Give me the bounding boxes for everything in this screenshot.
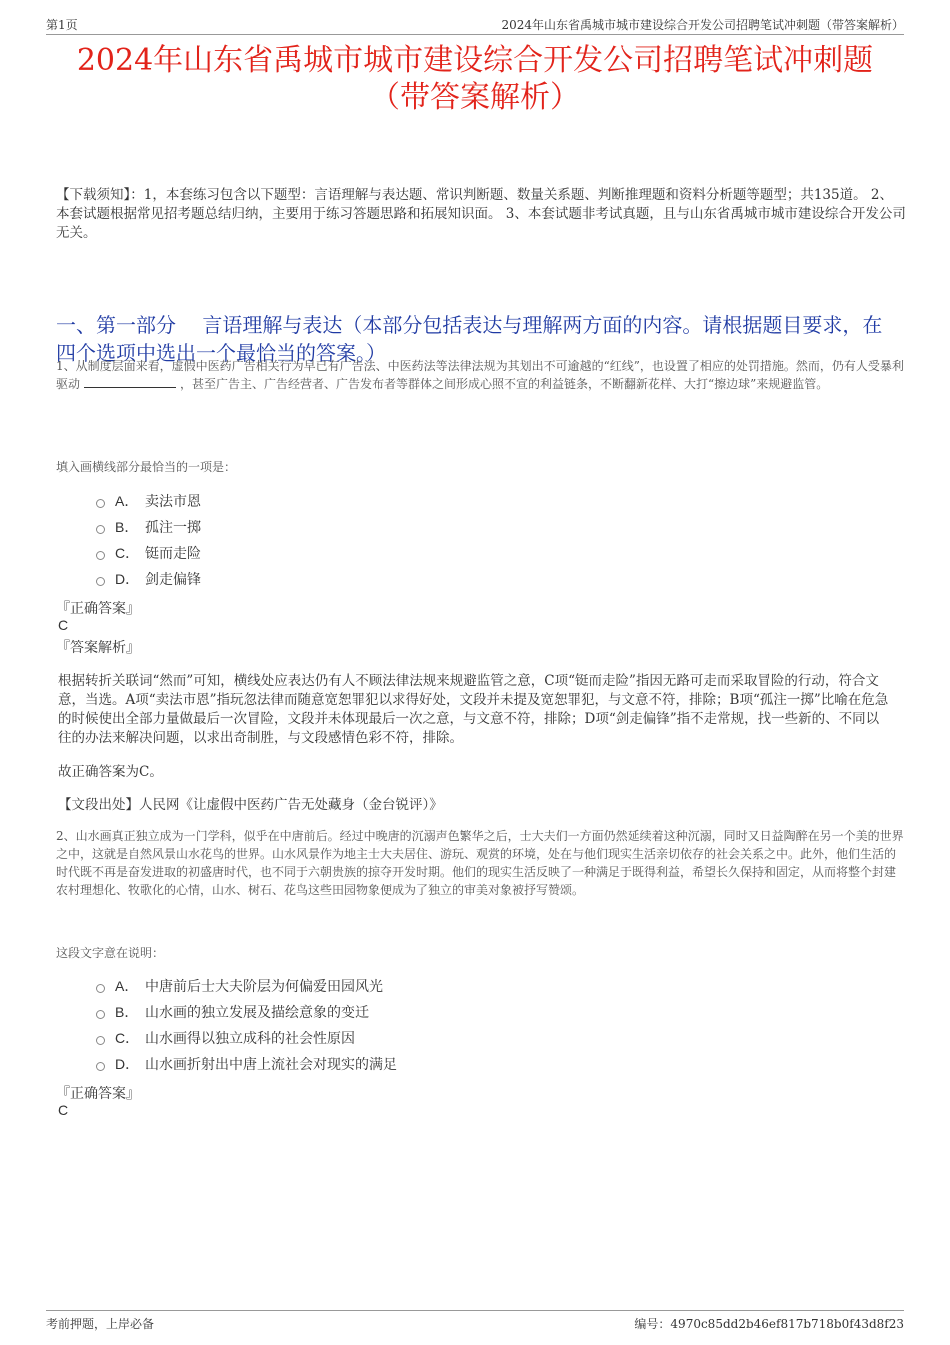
answer-analysis: 根据转折关联词“然而”可知，横线处应表达仍有人不顾法律法规来规避监管之意，C项“铤而走险”指因无路可走而采取冒险的行动，符合文意，当选。A项“卖法市恩”指玩忽法律而随意宽恕罪犯以求得好处，文段并未提及宽恕罪犯，与文意不符，排除；B项“孤注一掷”比喻在危急的时候使出全部力量做最后一次冒险，文段并未体现最后一次之意，与文意不符，排除；D项“剑走偏锋”指不走常规，找一些新的、不同以往的办法来解决问题，以求出奇制胜，与文段感情色彩不符，排除。 [58,673,889,746]
radio-icon[interactable] [96,984,105,993]
question-1-text-before: 1、从制度层面来看，虚假中医药广告相关行为早已有广告法、中医药法等法律法规为其划出不可逾越的“红线”，也设置了相应的处罚措施。然而，仍有人受暴利驱动 [56,359,904,391]
answer-value: C [58,1102,69,1118]
option-text: 中唐前后士大夫阶层为何偏爱田园风光 [145,979,383,995]
option-text: 铤而走险 [145,546,201,562]
option-letter: B． [115,1004,139,1020]
option-letter: C． [115,1030,140,1046]
answer-label: 『正确答案』 [56,601,140,617]
radio-icon[interactable] [96,525,105,534]
answer-value: C [58,617,69,633]
option-letter: A． [115,978,139,994]
document-id: 编号：4970c85dd2b46ef817b718b0f43d8f23 [634,1317,904,1331]
option-d[interactable] [96,566,696,592]
title-line-1: 2024年山东省禹城市城市建设综合开发公司招聘笔试冲刺题 [76,43,874,78]
question-2-text: 2、山水画真正独立成为一门学科，似乎在中唐前后。经过中晚唐的沉溺声色繁华之后，士大夫们一方面仍然延续着这种沉溺，同时又日益陶醉在另一个美的世界之中，这就是自然风景山水花鸟的世界。山水风景作为地主士大夫居住、游玩、观赏的环境，处在与他们现实生活亲切依存的社会关系之中。此外，他们生活的时代既不再是奋发进取的初盛唐时代，也不同于六朝贵族的掠夺开发时期。他们的现实生活反映了一种满足于既得利益，希望长久保持和固定，从而将整个封建农村理想化、牧歌化的心情，山水、树石、花鸟这些田园物象便成为了独立的审美对象被抒写赞颂。 [56,829,904,897]
option-d[interactable] [96,1051,696,1077]
option-letter: D． [115,1056,140,1072]
page-footer [46,1310,904,1337]
fill-blank [84,375,176,388]
header-doc-title: 2024年山东省禹城市城市建设综合开发公司招聘笔试冲刺题（带答案解析） [501,18,904,32]
option-text: 剑走偏锋 [145,572,201,588]
option-c[interactable] [96,540,696,566]
radio-icon[interactable] [96,577,105,586]
section-heading: 一、第一部分 言语理解与表达（本部分包括表达与理解两方面的内容。请根据题目要求，在四个选项中选出一个最恰当的答案。） [56,313,883,365]
option-letter: B． [115,519,139,535]
footer-slogan: 考前押题，上岸必备 [46,1317,155,1331]
question-2-options [96,973,696,1077]
title-line-2: （带答案解析） [370,80,580,115]
option-text: 山水画得以独立成科的社会性原因 [145,1031,355,1047]
radio-icon[interactable] [96,1010,105,1019]
option-text: 山水画折射出中唐上流社会对现实的满足 [145,1057,397,1073]
question-2-prompt: 这段文字意在说明： [56,946,165,960]
option-text: 山水画的独立发展及描绘意象的变迁 [145,1005,369,1021]
answer-conclusion: 故正确答案为C。 [58,764,163,780]
page-number: 第1页 [46,18,78,32]
option-a[interactable] [96,973,696,999]
option-text: 卖法市恩 [145,494,201,510]
radio-icon[interactable] [96,551,105,560]
option-b[interactable] [96,514,696,540]
radio-icon[interactable] [96,1036,105,1045]
answer-label: 『正确答案』 [56,1086,140,1102]
option-letter: A． [115,493,139,509]
question-1-text-after: ，甚至广告主、广告经营者、广告发布者等群体之间形成心照不宣的利益链条，不断翻新花样、大打“擦边球”来规避监管。 [180,377,829,391]
option-text: 孤注一掷 [145,520,201,536]
question-1-text [56,357,906,393]
option-letter: D． [115,571,140,587]
document-title [40,42,910,116]
radio-icon[interactable] [96,1062,105,1071]
download-notice: 【下载须知】：1，本套练习包含以下题型：言语理解与表达题、常识判断题、数量关系题、判断推理题和资料分析题等题型；共135道。 2、本套试题根据常见招考题总结归纳，主要用于练习答题思路和拓展知识面。 3、本套试题非考试真题，且与山东省禹城市城市建设综合开发公司无关。 [56,187,906,241]
option-b[interactable] [96,999,696,1025]
option-a[interactable] [96,488,696,514]
page-header [46,14,904,35]
question-1-options [96,488,696,592]
option-letter: C． [115,545,140,561]
option-c[interactable] [96,1025,696,1051]
radio-icon[interactable] [96,499,105,508]
question-1-prompt: 填入画横线部分最恰当的一项是： [56,460,237,474]
passage-source: 【文段出处】人民网《让虚假中医药广告无处藏身（金台锐评）》 [58,797,443,813]
analysis-label: 『答案解析』 [56,640,140,656]
